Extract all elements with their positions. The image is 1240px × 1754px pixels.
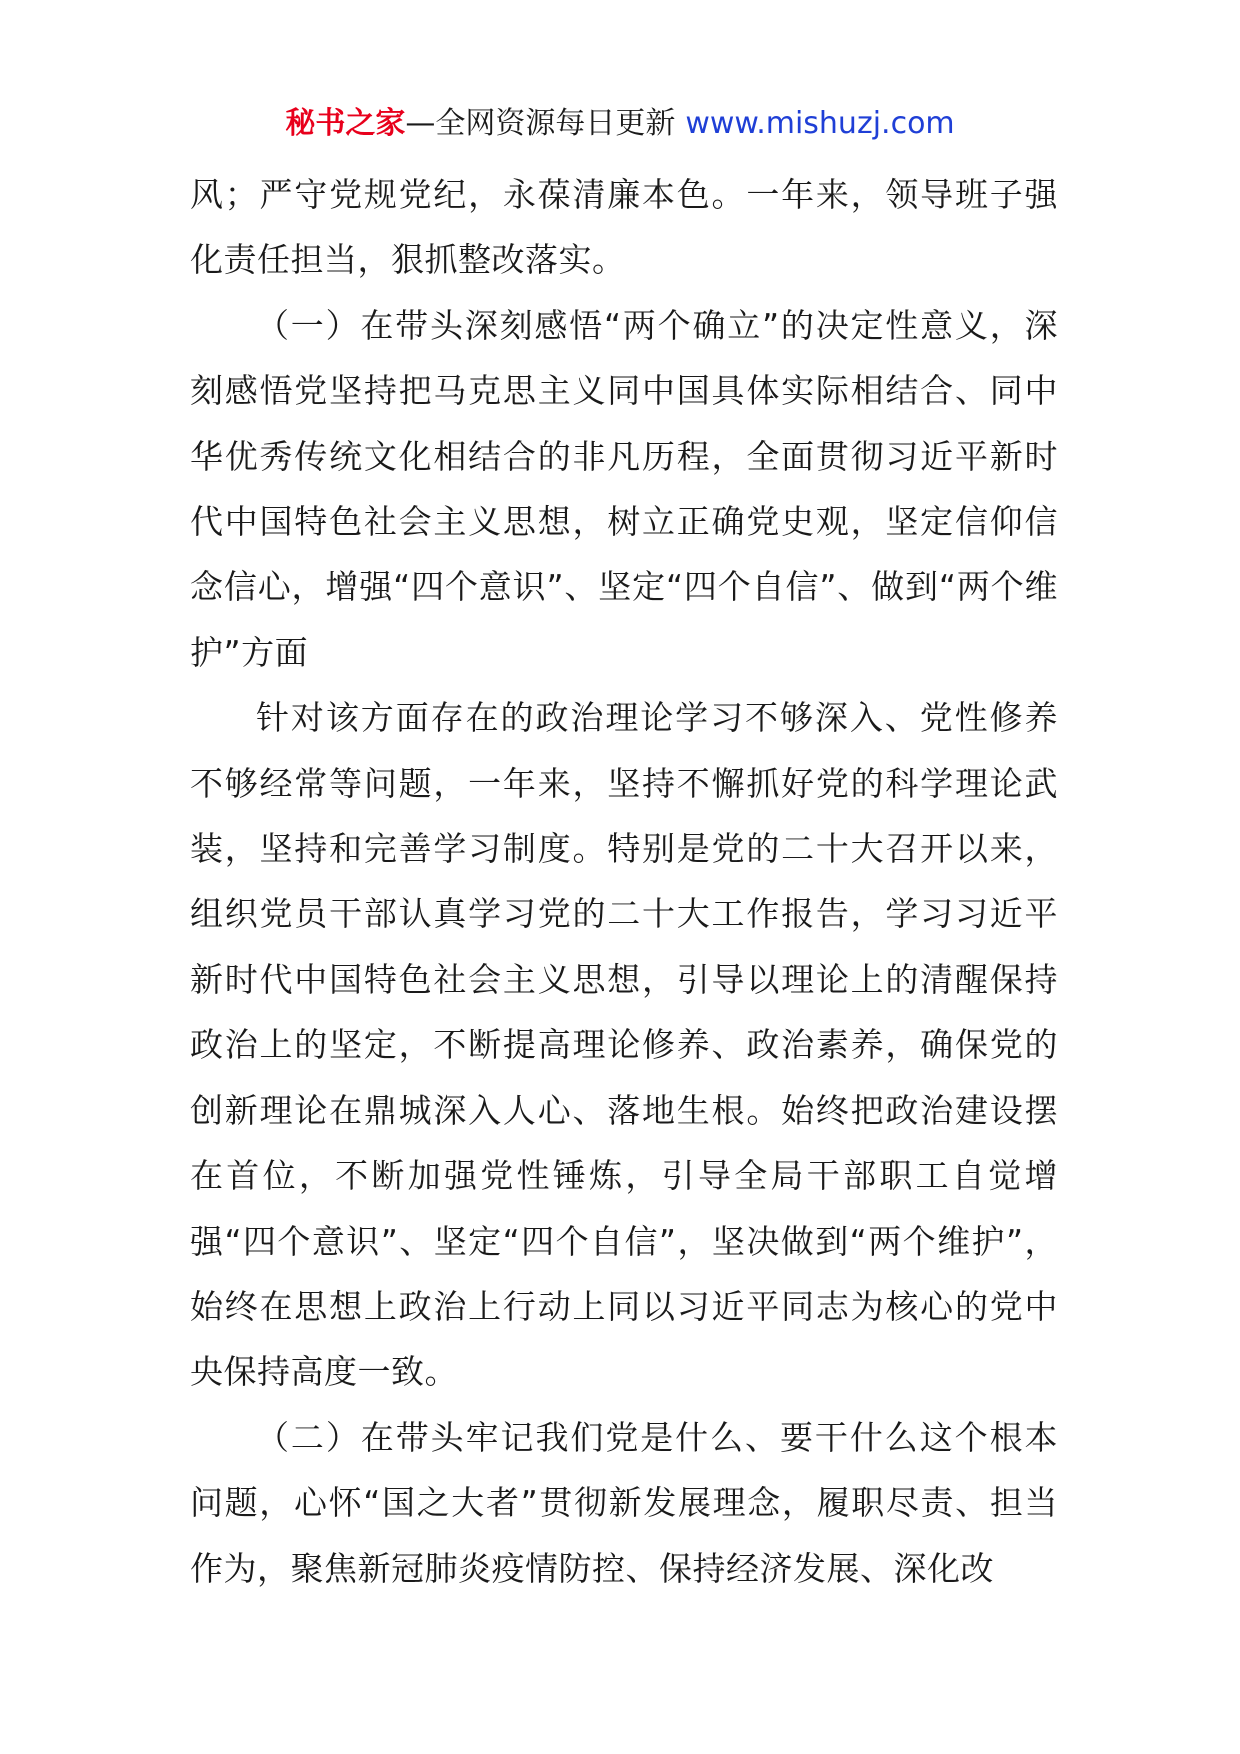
paragraph: 风；严守党规党纪，永葆清廉本色。一年来，领导班子强化责任担当，狠抓整改落实。 [190, 175, 1058, 280]
section-heading-2: （二）在带头牢记我们党是什么、要干什么这个根本问题，心怀“国之大者”贯彻新发展理念，履职尽责、担当作为，聚焦新冠肺炎疫情防控、保持经济发展、深化改 [190, 1417, 1058, 1588]
paragraph: 针对该方面存在的政治理论学习不够深入、党性修养不够经常等问题，一年来，坚持不懈抓好党的科学理论武装，坚持和完善学习制度。特别是党的二十大召开以来，组织党员干部认真学习党的二十大工作报告，学习习近平新时代中国特色社会主义思想，引导以理论上的清醒保持政治上的坚定，不断提高理论修养、政治素养，确保党的创新理论在鼎城深入人心、落地生根。始终把政治建设摆在首位，不断加强党性锤炼，引导全局干部职工自觉增强“四个意识”、坚定“四个自信”，坚决做到“两个维护”，始终在思想上政治上行动上同以习近平同志为核心的党中央保持高度一致。 [190, 698, 1058, 1392]
site-url[interactable]: www.mishuzj.com [685, 106, 955, 141]
document-body [190, 162, 1058, 1601]
site-header [0, 104, 1240, 144]
section-heading-1: （一）在带头深刻感悟“两个确立”的决定性意义，深刻感悟党坚持把马克思主义同中国具体实际相结合、同中华优秀传统文化相结合的非凡历程，全面贯彻习近平新时代中国特色社会主义思想，树立正确党史观，坚定信仰信念信心，增强“四个意识”、坚定“四个自信”、做到“两个维护”方面 [190, 305, 1058, 672]
brand-name: 秘书之家 [285, 106, 406, 141]
header-tagline: —全网资源每日更新 [405, 106, 676, 141]
